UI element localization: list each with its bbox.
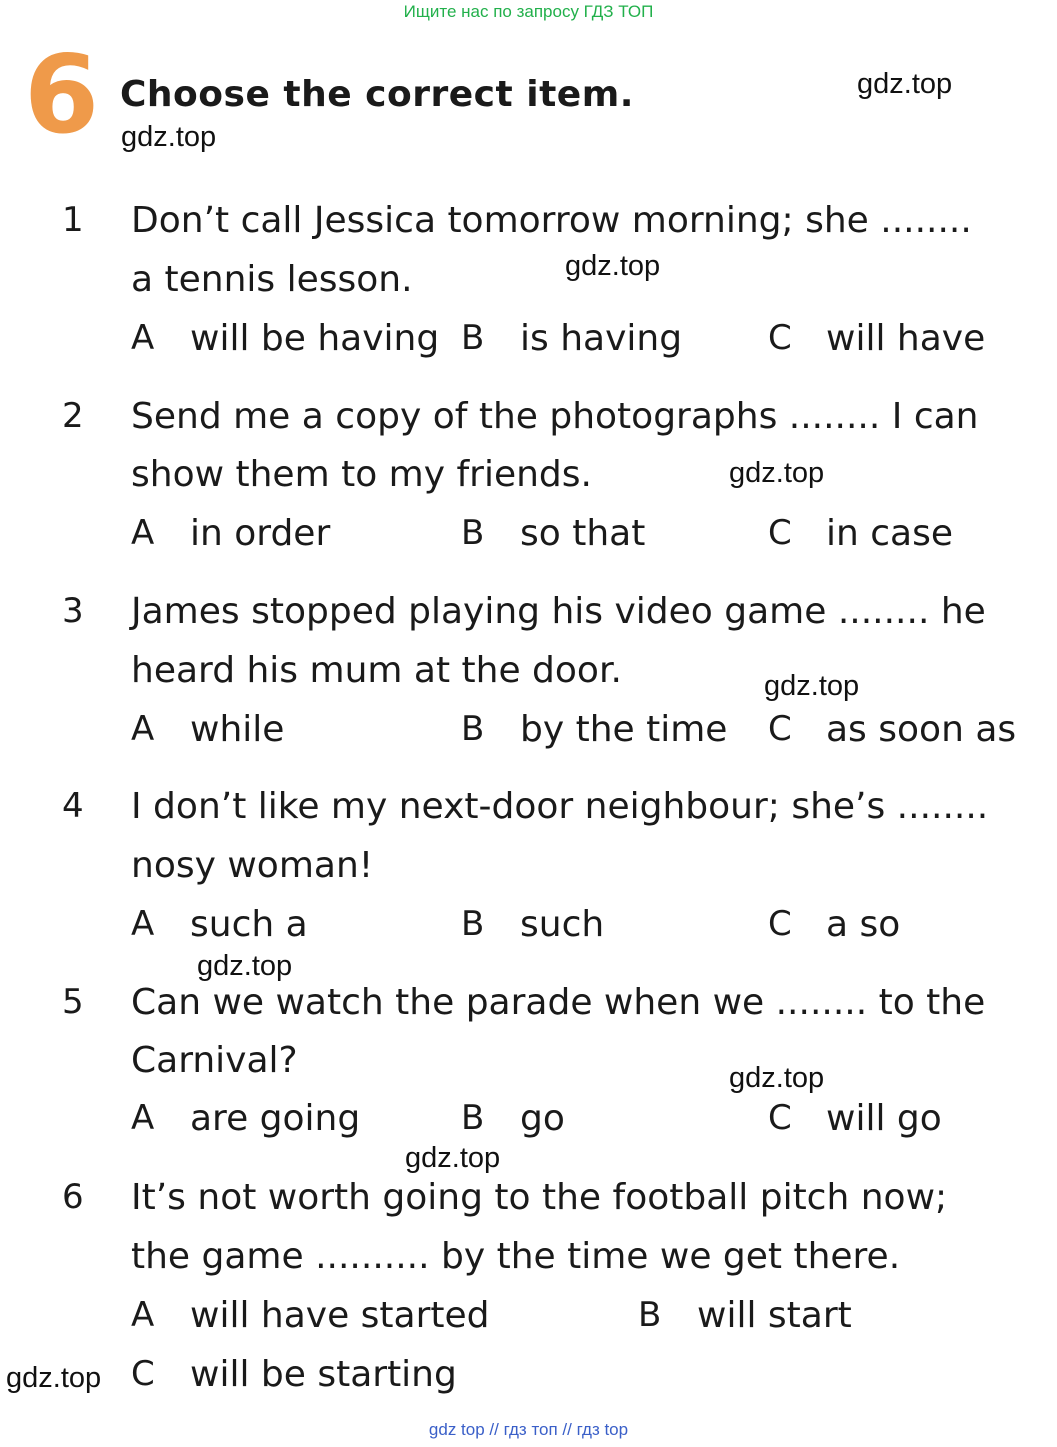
option-text: such <box>520 904 605 945</box>
option-letter: B <box>461 318 485 358</box>
option-letter: C <box>768 904 792 944</box>
question-line: It’s not worth going to the football pitch now; <box>131 1177 948 1218</box>
option-letter: A <box>131 709 155 749</box>
question-line: Carnival? <box>131 1040 298 1081</box>
option-text: by the time <box>520 709 728 750</box>
exercise-title: Choose the correct item. <box>120 74 634 115</box>
option-text: are going <box>190 1098 361 1139</box>
option-letter: C <box>131 1354 155 1394</box>
watermark: gdz.top <box>121 121 217 153</box>
question-line: nosy woman! <box>131 845 374 886</box>
question-number: 5 <box>62 982 84 1022</box>
question-line: Don’t call Jessica tomorrow morning; she ........ <box>131 200 972 241</box>
watermark: gdz.top <box>729 457 825 489</box>
watermark: gdz.top <box>565 250 661 282</box>
option-text: will be having <box>190 318 440 359</box>
option-letter: A <box>131 904 155 944</box>
question-number: 3 <box>62 591 84 631</box>
option-letter: A <box>131 1098 155 1138</box>
option-letter: B <box>461 904 485 944</box>
option-text: a so <box>826 904 901 945</box>
option-letter: C <box>768 513 792 553</box>
question-line: James stopped playing his video game ........ he <box>131 591 986 632</box>
option-text: will have <box>826 318 986 359</box>
watermark: gdz.top <box>764 670 860 702</box>
option-text: in case <box>826 513 954 554</box>
option-letter: B <box>638 1295 662 1335</box>
option-text: will go <box>826 1098 942 1139</box>
question-line: show them to my friends. <box>131 454 592 495</box>
watermark: gdz.top <box>729 1062 825 1094</box>
watermark: gdz.top <box>405 1142 501 1174</box>
option-letter: A <box>131 318 155 358</box>
watermark: gdz.top <box>197 950 293 982</box>
option-letter: C <box>768 709 792 749</box>
question-number: 2 <box>62 396 84 436</box>
top-banner-link[interactable]: Ищите нас по запросу ГДЗ ТОП <box>403 2 654 21</box>
option-text: as soon as <box>826 709 1017 750</box>
question-number: 4 <box>62 786 84 826</box>
question-line: Can we watch the parade when we ........ to the <box>131 982 986 1023</box>
option-letter: B <box>461 709 485 749</box>
bottom-banner-link[interactable]: gdz top // гдз топ // гдз top <box>428 1420 629 1439</box>
option-text: in order <box>190 513 331 554</box>
option-letter: C <box>768 1098 792 1138</box>
option-letter: A <box>131 513 155 553</box>
question-line: the game .......... by the time we get there. <box>131 1236 901 1277</box>
option-letter: B <box>461 1098 485 1138</box>
question-number: 6 <box>62 1177 84 1217</box>
option-letter: B <box>461 513 485 553</box>
watermark: gdz.top <box>857 68 953 100</box>
option-text: is having <box>520 318 683 359</box>
exercise-number: 6 <box>24 33 100 158</box>
question-number: 1 <box>62 200 84 240</box>
question-line: a tennis lesson. <box>131 259 413 300</box>
option-text: while <box>190 709 285 750</box>
option-text: will have started <box>190 1295 490 1336</box>
question-line: I don’t like my next-door neighbour; she’s ........ <box>131 786 989 827</box>
watermark: gdz.top <box>6 1362 102 1394</box>
option-text: will start <box>697 1295 852 1336</box>
option-letter: A <box>131 1295 155 1335</box>
option-text: such a <box>190 904 308 945</box>
option-text: so that <box>520 513 646 554</box>
option-text: go <box>520 1098 565 1139</box>
option-text: will be starting <box>190 1354 457 1395</box>
question-line: heard his mum at the door. <box>131 650 622 691</box>
question-line: Send me a copy of the photographs ........ I can <box>131 396 979 437</box>
option-letter: C <box>768 318 792 358</box>
